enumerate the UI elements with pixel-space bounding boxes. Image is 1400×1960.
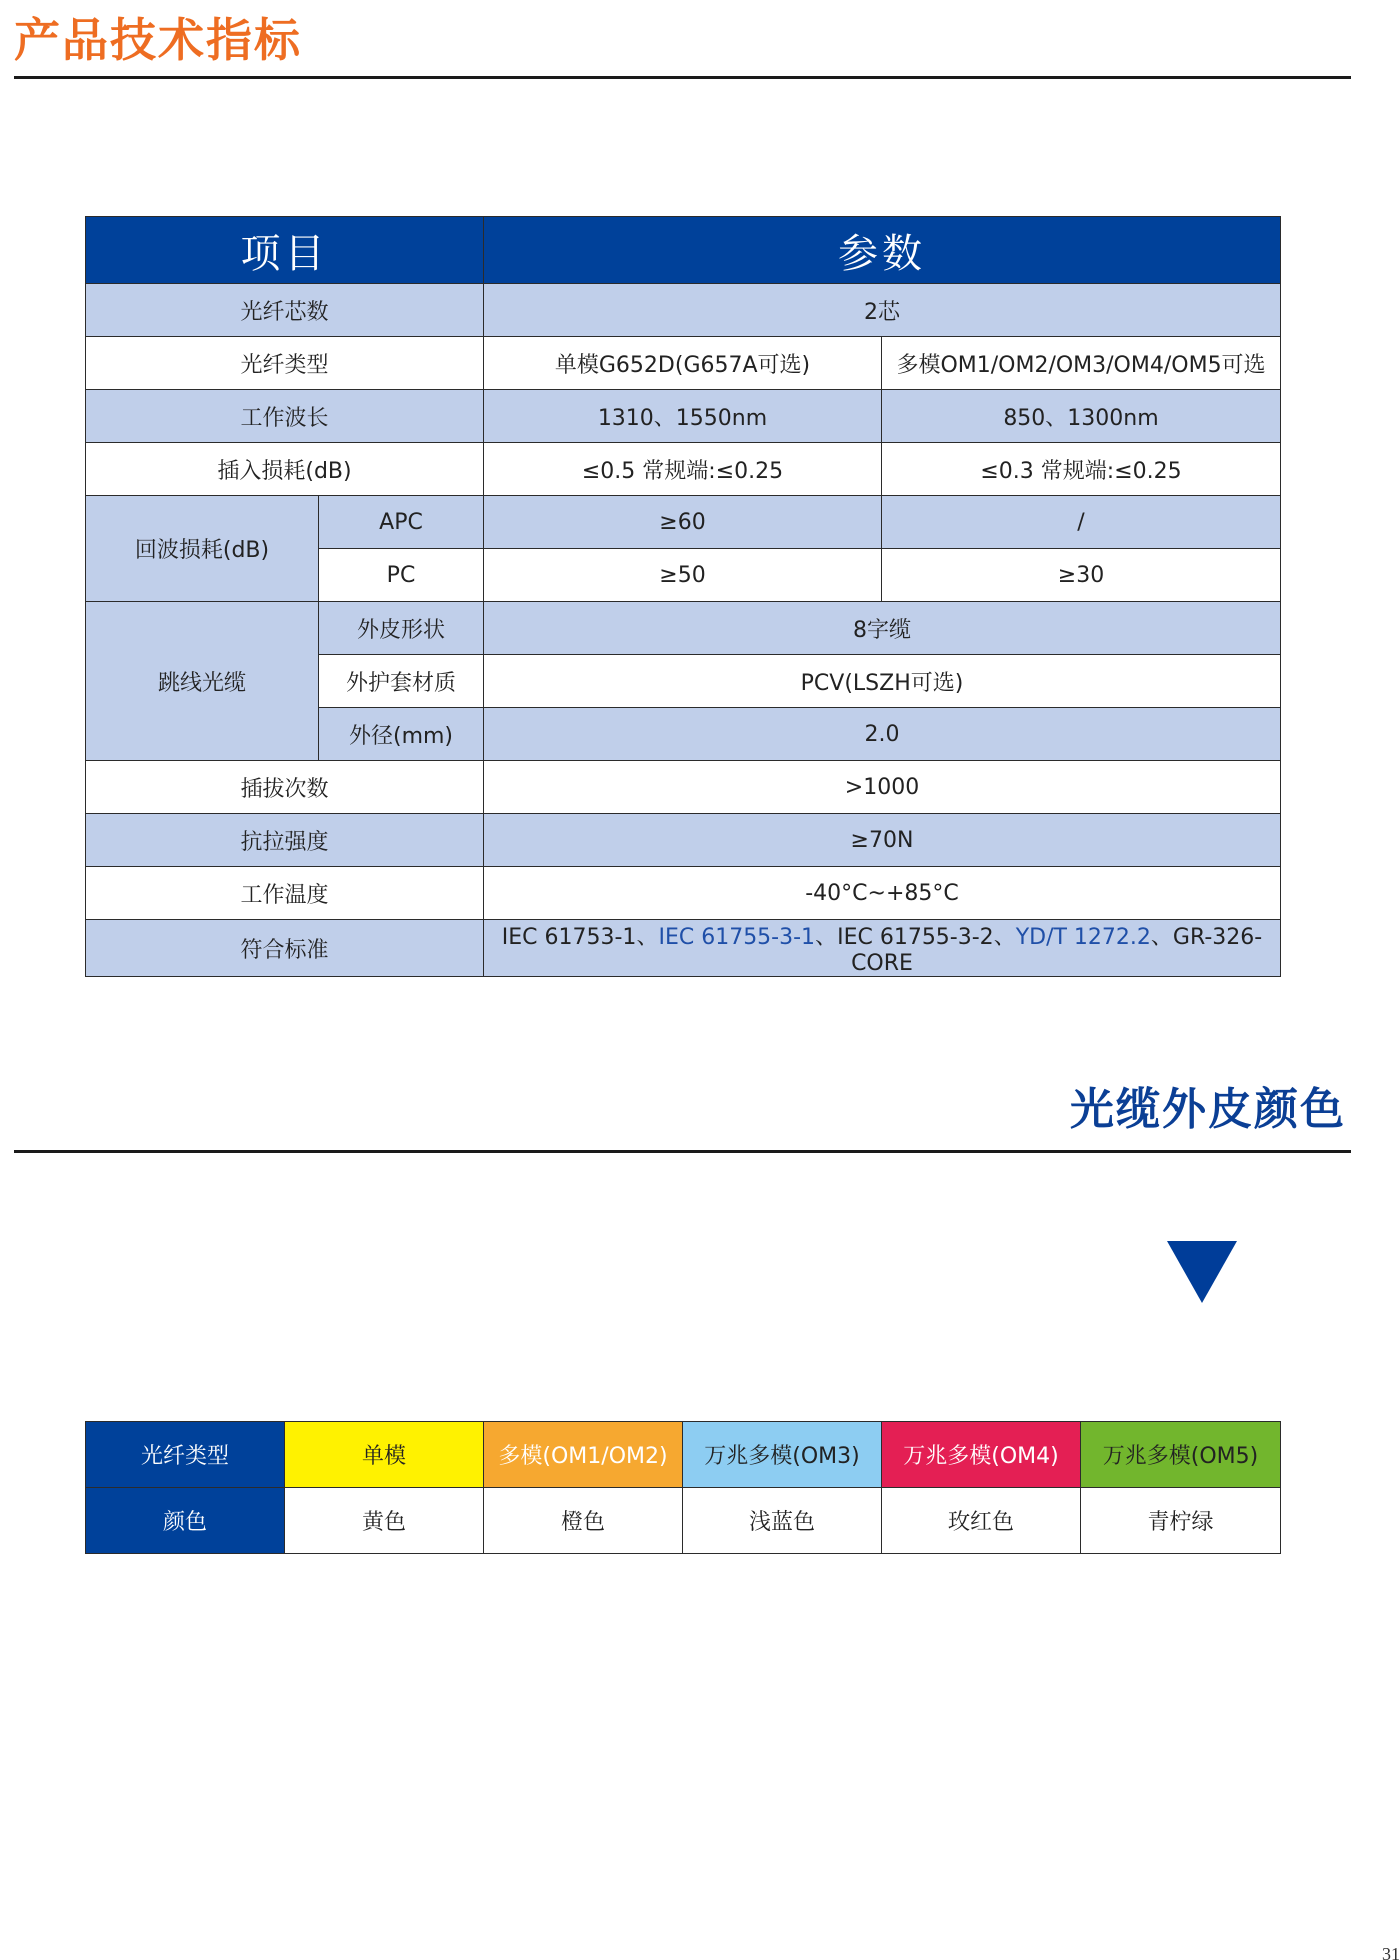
color-name: 黄色 bbox=[285, 1488, 484, 1554]
color-name: 浅蓝色 bbox=[683, 1488, 882, 1554]
sub-label: 外皮形状 bbox=[319, 602, 484, 655]
row-label: 抗拉强度 bbox=[86, 814, 484, 867]
swatch-om5: 万兆多模(OM5) bbox=[1081, 1422, 1281, 1488]
standard-iec-61755-3-2: IEC 61755-3-2 bbox=[837, 925, 994, 950]
table-row bbox=[86, 1488, 1281, 1554]
row-label: 插入损耗(dB) bbox=[86, 443, 484, 496]
row-value: 8字缆 bbox=[484, 602, 1281, 655]
row-label: 光纤类型 bbox=[86, 337, 484, 390]
triangle-down-icon bbox=[1167, 1241, 1237, 1303]
row-value-sm: 单模G652D(G657A可选) bbox=[484, 337, 882, 390]
sub-label: 外径(mm) bbox=[319, 708, 484, 761]
row-label: 插拔次数 bbox=[86, 761, 484, 814]
row-label: 工作温度 bbox=[86, 867, 484, 920]
standard-iec-61755-3-1[interactable]: IEC 61755-3-1 bbox=[658, 925, 816, 950]
table-row bbox=[86, 443, 1281, 496]
row-value-mm: ≥30 bbox=[882, 549, 1281, 602]
row-value: -40°C~+85°C bbox=[484, 867, 1281, 920]
sub-label: APC bbox=[319, 496, 484, 549]
standard-iec-61753-1: IEC 61753-1 bbox=[501, 925, 637, 950]
page-title: 产品技术指标 bbox=[14, 13, 302, 67]
row-value-mm: ≤0.3 常规端:≤0.25 bbox=[882, 443, 1281, 496]
table-row bbox=[86, 602, 1281, 655]
sub-label: 外护套材质 bbox=[319, 655, 484, 708]
row-value-sm: ≥60 bbox=[484, 496, 882, 549]
row-value: 2.0 bbox=[484, 708, 1281, 761]
standard-gr-326-core: GR-326-CORE bbox=[851, 925, 1263, 976]
table-row bbox=[86, 761, 1281, 814]
row-label: 符合标准 bbox=[86, 920, 484, 977]
color-name: 玫红色 bbox=[882, 1488, 1081, 1554]
table-row bbox=[86, 814, 1281, 867]
row-header-fiber-type: 光纤类型 bbox=[86, 1422, 285, 1488]
color-name: 青柠绿 bbox=[1081, 1488, 1281, 1554]
table-row bbox=[86, 867, 1281, 920]
separator: 、 bbox=[993, 925, 1016, 950]
row-value-sm: ≥50 bbox=[484, 549, 882, 602]
separator: 、 bbox=[815, 925, 838, 950]
table-row bbox=[86, 390, 1281, 443]
color-table bbox=[85, 1421, 1281, 1554]
row-value: PCV(LSZH可选) bbox=[484, 655, 1281, 708]
separator: 、 bbox=[636, 925, 659, 950]
table-row bbox=[86, 920, 1281, 977]
swatch-single-mode: 单模 bbox=[285, 1422, 484, 1488]
row-label: 光纤芯数 bbox=[86, 284, 484, 337]
color-name: 橙色 bbox=[484, 1488, 683, 1554]
spec-table bbox=[85, 216, 1281, 977]
standards-value bbox=[484, 920, 1281, 977]
row-label: 工作波长 bbox=[86, 390, 484, 443]
row-value-sm: 1310、1550nm bbox=[484, 390, 882, 443]
row-header-color: 颜色 bbox=[86, 1488, 285, 1554]
row-label: 跳线光缆 bbox=[86, 602, 319, 761]
row-value-sm: ≤0.5 常规端:≤0.25 bbox=[484, 443, 882, 496]
swatch-om4: 万兆多模(OM4) bbox=[882, 1422, 1081, 1488]
separator: 、 bbox=[1150, 925, 1173, 950]
header-item: 项目 bbox=[86, 217, 484, 284]
swatch-multimode-om1-om2: 多模(OM1/OM2) bbox=[484, 1422, 683, 1488]
sub-label: PC bbox=[319, 549, 484, 602]
row-label: 回波损耗(dB) bbox=[86, 496, 319, 602]
row-value-mm: 850、1300nm bbox=[882, 390, 1281, 443]
header-param: 参数 bbox=[484, 217, 1281, 284]
header-divider bbox=[14, 76, 1351, 79]
swatch-om3: 万兆多模(OM3) bbox=[683, 1422, 882, 1488]
page-number: 31 bbox=[1382, 1944, 1400, 1960]
row-value: ≥70N bbox=[484, 814, 1281, 867]
section-divider bbox=[14, 1150, 1351, 1153]
row-value-mm: 多模OM1/OM2/OM3/OM4/OM5可选 bbox=[882, 337, 1281, 390]
section-title: 光缆外皮颜色 bbox=[1070, 1084, 1346, 1135]
row-value: 2芯 bbox=[484, 284, 1281, 337]
standard-ydt-1272-2[interactable]: YD/T 1272.2 bbox=[1015, 925, 1151, 950]
table-row bbox=[86, 284, 1281, 337]
table-row bbox=[86, 337, 1281, 390]
row-value-mm: / bbox=[882, 496, 1281, 549]
row-value: >1000 bbox=[484, 761, 1281, 814]
table-row bbox=[86, 1422, 1281, 1488]
table-row bbox=[86, 496, 1281, 549]
